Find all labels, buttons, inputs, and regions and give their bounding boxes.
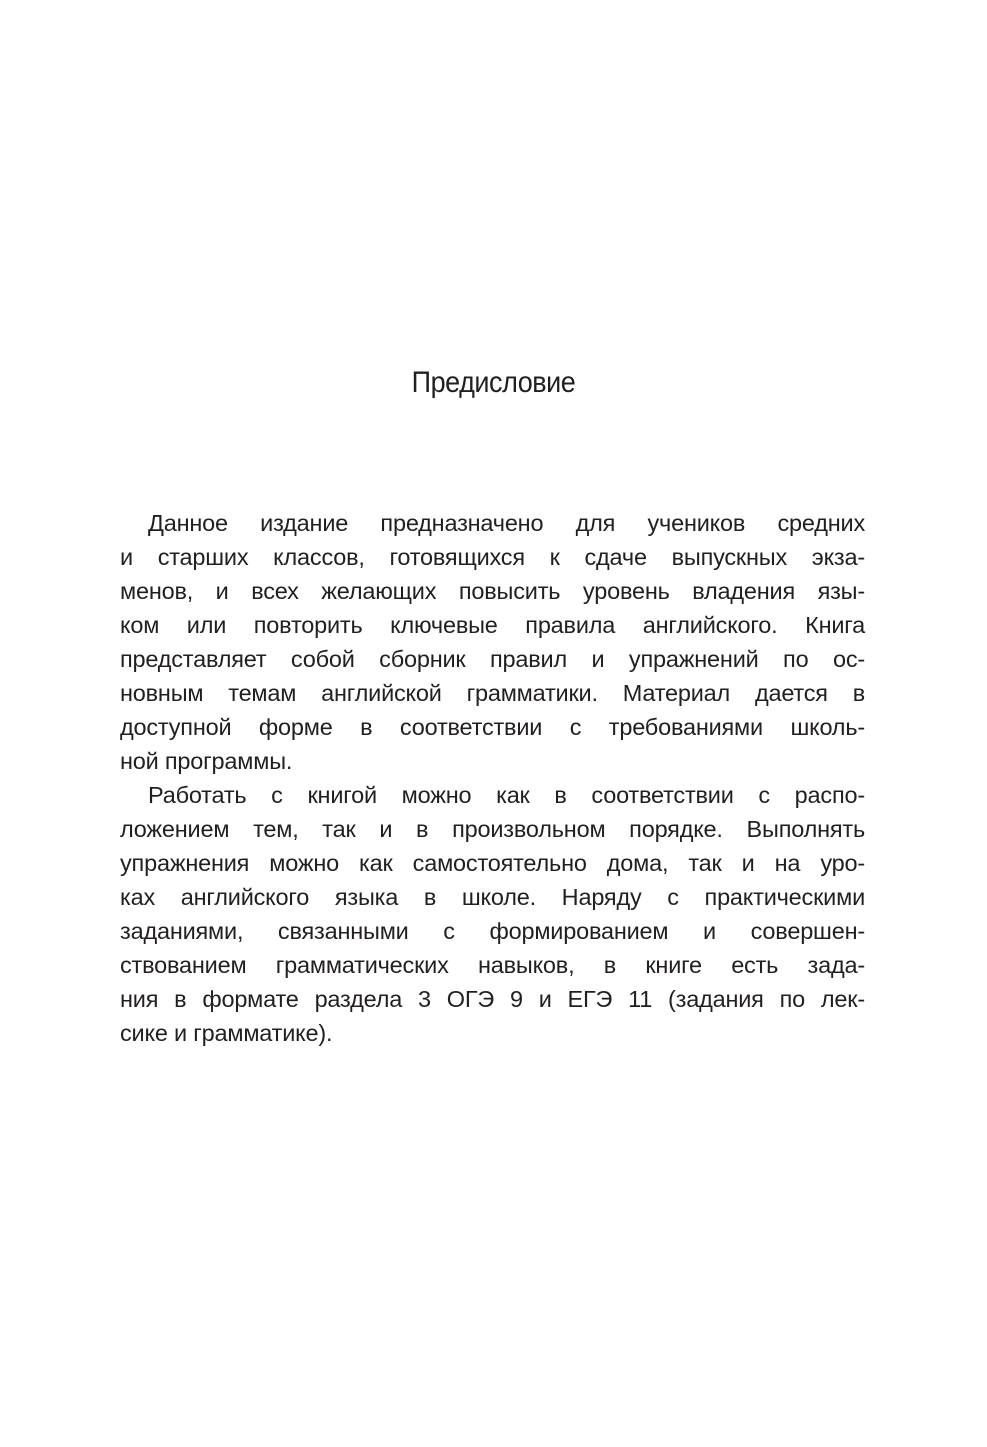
text-line: ложением тем, так и в произвольном порядке. Выполнять <box>120 816 865 842</box>
page-title: Предисловие <box>411 366 576 399</box>
text-line: ной программы. <box>120 748 293 774</box>
text-line: ках английского языка в школе. Наряду с практическими <box>120 884 865 910</box>
text-line: ствованием грамматических навыков, в книге есть зада- <box>120 952 865 978</box>
paragraph-2 <box>120 778 865 1050</box>
text-line: Данное издание предназначено для учеников средних <box>148 510 865 536</box>
text-line: представляет собой сборник правил и упражнений по ос- <box>120 646 865 672</box>
text-line: и старших классов, готовящихся к сдаче выпускных экза- <box>120 544 865 570</box>
text-line: менов, и всех желающих повысить уровень владения язы- <box>120 578 865 604</box>
text-line: ния в формате раздела 3 ОГЭ 9 и ЕГЭ 11 (задания по лек- <box>120 986 865 1012</box>
text-line: упражнения можно как самостоятельно дома, так и на уро- <box>120 850 865 876</box>
text-line: Работать с книгой можно как в соответствии с распо- <box>148 782 865 808</box>
text-line: ком или повторить ключевые правила английского. Книга <box>120 612 865 638</box>
text-line: новным темам английской грамматики. Материал дается в <box>120 680 865 706</box>
text-line: заданиями, связанными с формированием и совершен- <box>120 918 865 944</box>
text-line: сике и грамматике). <box>120 1020 333 1046</box>
text-line: доступной форме в соответствии с требованиями школь- <box>120 714 865 740</box>
paragraph-1 <box>120 506 865 778</box>
